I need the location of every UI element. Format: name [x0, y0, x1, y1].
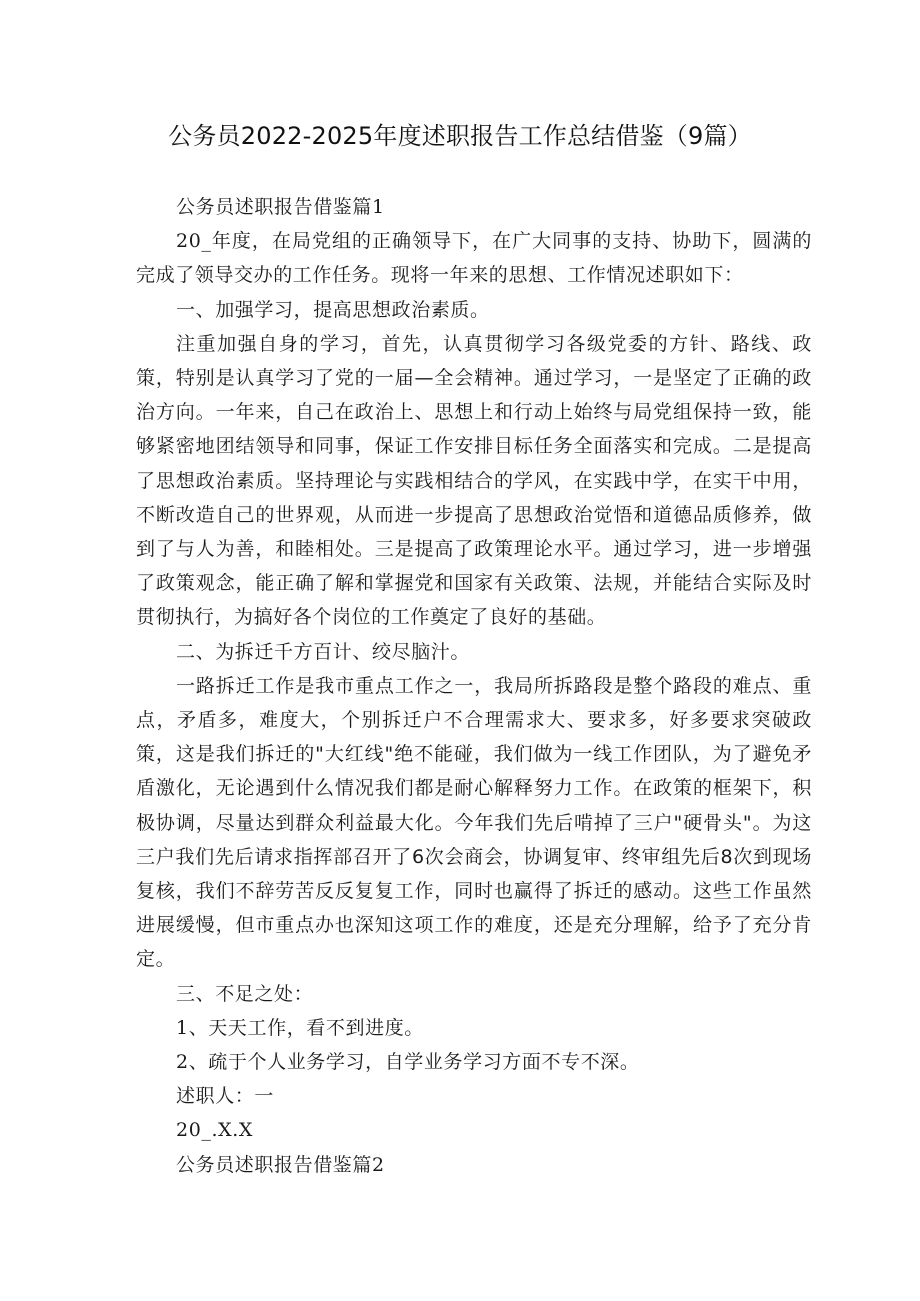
subsection-heading: 一、加强学习，提高思想政治素质。: [176, 298, 490, 321]
subsection-heading: 二、为拆迁千方百计、绞尽脑汁。: [176, 640, 471, 663]
body-paragraph: 一路拆迁工作是我市重点工作之一，我局所拆路段是整个路段的难点、重点，矛盾多，难度大，个别拆迁户不合理需求大、要求多，好多要求突破政策，这是我们拆迁的"大红线"绝不能碰，我们做为一线工作团队，为了避免矛盾激化，无论遇到什么情况我们都是耐心解释努力工作。在政策的框架下，积极协调，尽量达到群众利益最大化。今年我们先后啃掉了三户"硬骨头"。为这三户我们先后请求指挥部召开了6次会商会，协调复审、终审组先后8次到现场复核，我们不辞劳苦反反复复工作，同时也赢得了拆迁的感动。这些工作虽然进展缓慢，但市重点办也深知这项工作的难度，还是充分理解，给予了充分肯定。: [136, 674, 812, 971]
section-heading: 公务员述职报告借鉴篇2: [176, 1153, 385, 1176]
list-item: 1、天天工作，看不到进度。: [176, 1016, 424, 1039]
body-paragraph: 20_年度，在局党组的正确领导下，在广大同事的支持、协助下，圆满的完成了领导交办的工作任务。现将一年来的思想、工作情况述职如下：: [136, 230, 812, 287]
body-paragraph: 注重加强自身的学习，首先，认真贯彻学习各级党委的方针、路线、政策，特别是认真学习了党的一届—全会精神。通过学习，一是坚定了正确的政治方向。一年来，自己在政治上、思想上和行动上始终与局党组保持一致，能够紧密地团结领导和同事，保证工作安排目标任务全面落实和完成。二是提高了思想政治素质。坚持理论与实践相结合的学风，在实践中学，在实干中用，不断改造自己的世界观，从而进一步提高了思想政治觉悟和道德品质修养，做到了与人为善，和睦相处。三是提高了政策理论水平。通过学习，进一步增强了政策观念，能正确了解和掌握党和国家有关政策、法规，并能结合实际及时贯彻执行，为搞好各个岗位的工作奠定了良好的基础。: [136, 332, 812, 629]
document-body: [136, 190, 812, 1182]
document-title: 公务员2022-2025年度述职报告工作总结借鉴（9篇）: [168, 122, 752, 150]
section-heading: 公务员述职报告借鉴篇1: [176, 196, 385, 218]
date-line: 20_.X.X: [176, 1119, 254, 1142]
list-item: 2、疏于个人业务学习，自学业务学习方面不专不深。: [176, 1051, 640, 1074]
subsection-heading: 三、不足之处：: [176, 982, 314, 1005]
signature-line: 述职人：一: [176, 1085, 275, 1108]
